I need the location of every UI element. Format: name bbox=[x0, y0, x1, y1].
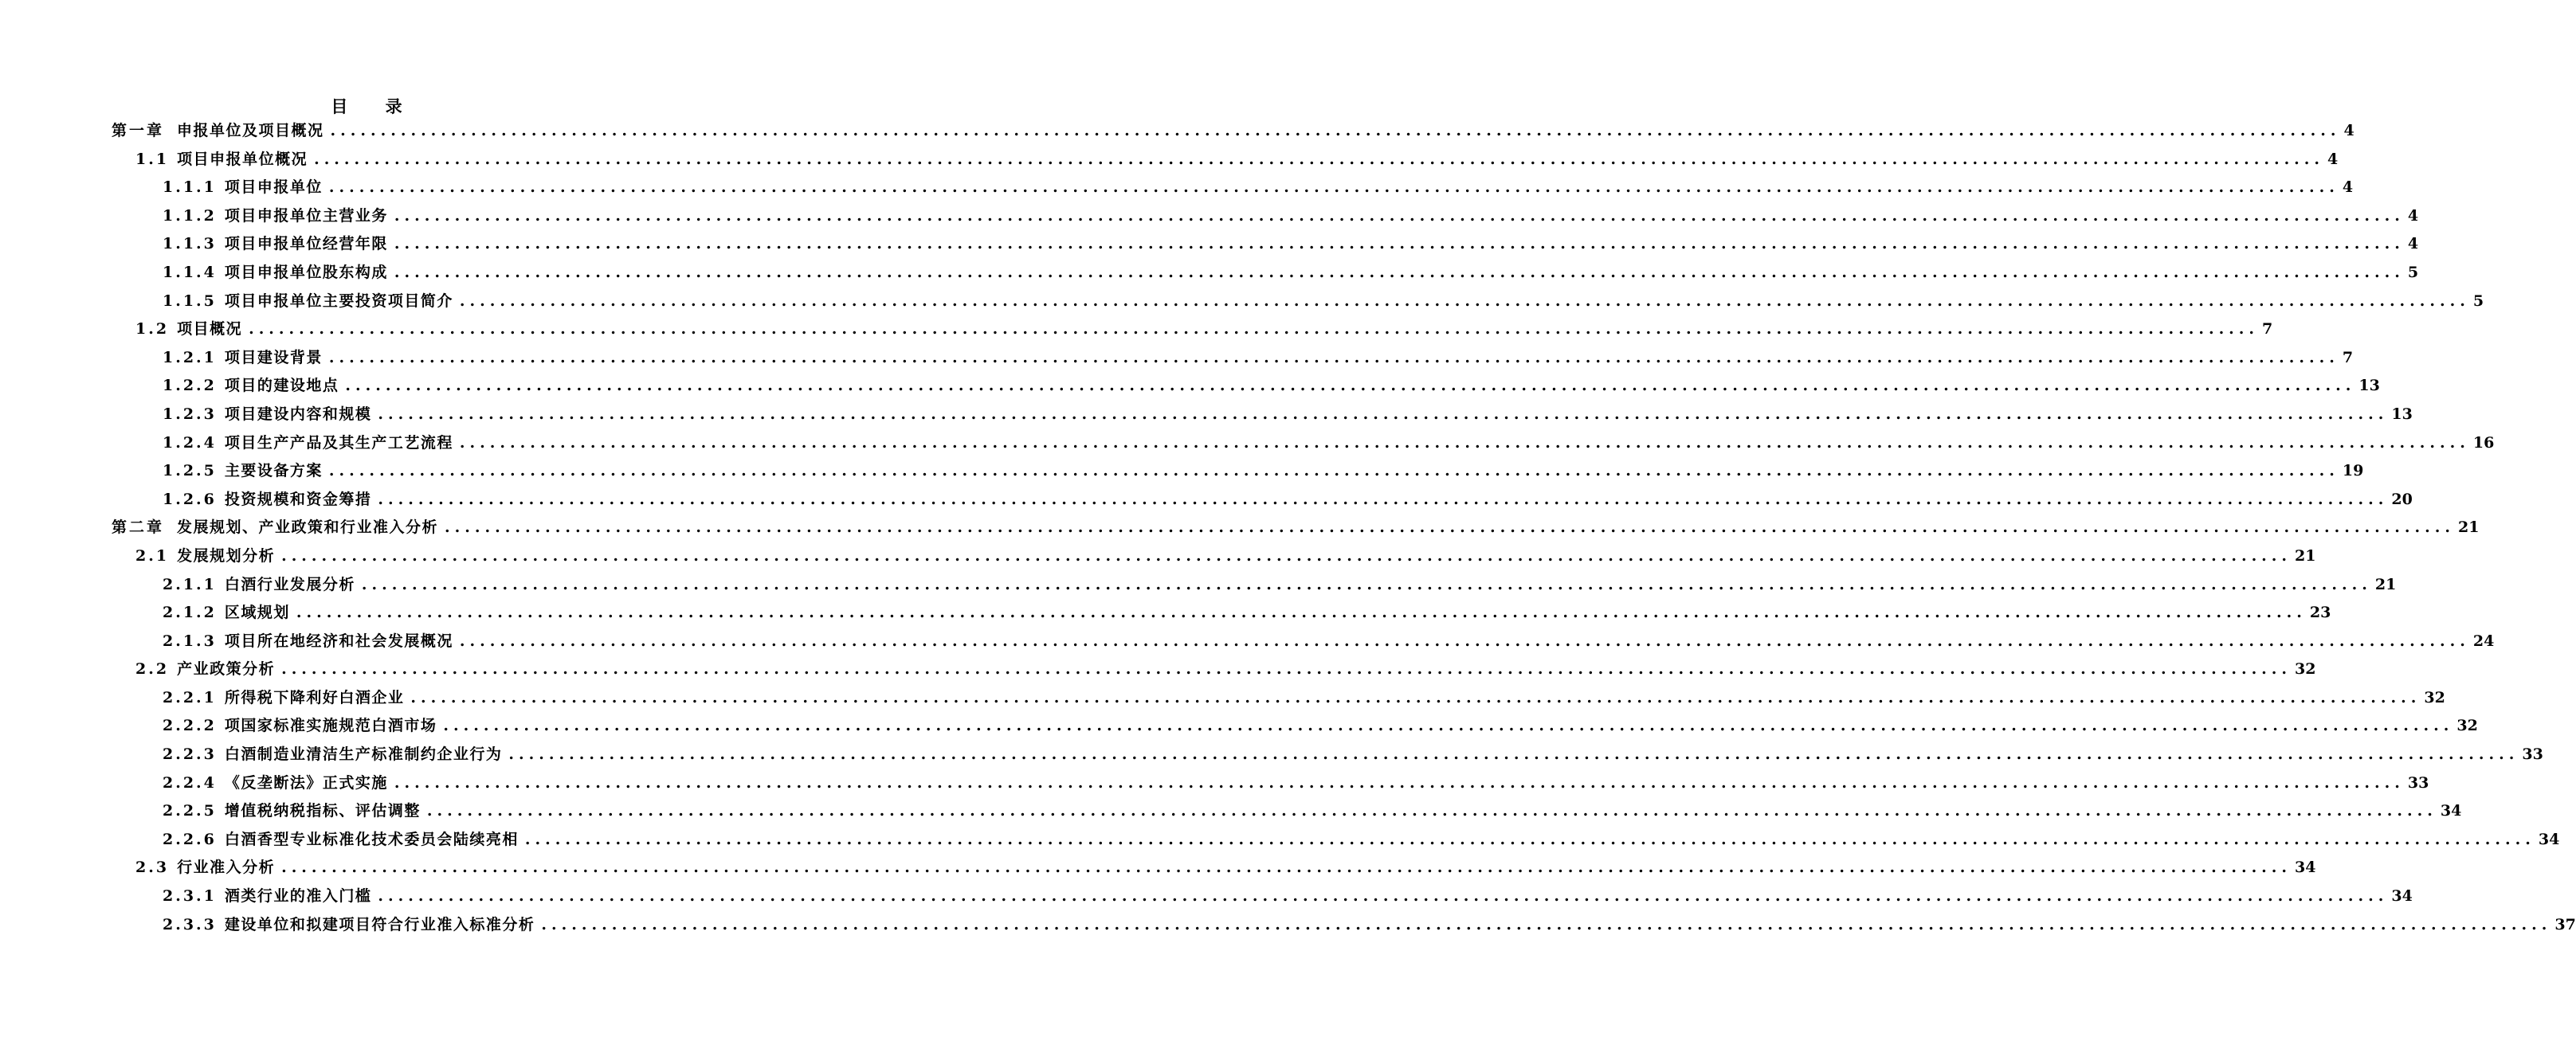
toc-list bbox=[0, 117, 2576, 939]
toc-entry-title: 项目申报单位股东构成 bbox=[224, 263, 388, 281]
toc-entry-number: 1.2.4 bbox=[163, 433, 217, 452]
toc-entry-number: 2.2.6 bbox=[163, 830, 217, 848]
toc-entry[interactable] bbox=[0, 230, 2419, 259]
toc-entry-page-number: 24 bbox=[2472, 632, 2495, 650]
toc-dot-leader: ........................................................................................................................................................................................................ bbox=[330, 122, 2341, 139]
toc-entry[interactable] bbox=[0, 259, 2419, 288]
toc-entry-title: 项目申报单位经营年限 bbox=[224, 235, 388, 253]
toc-dot-leader: ........................................................................................................................................................................................................ bbox=[459, 632, 2470, 650]
toc-entry[interactable] bbox=[0, 372, 2380, 401]
toc-entry-page-number: 21 bbox=[2295, 546, 2316, 565]
toc-entry-title: 申报单位及项目概况 bbox=[177, 122, 324, 139]
toc-entry-page-number: 34 bbox=[2440, 802, 2462, 820]
toc-entry[interactable] bbox=[0, 429, 2495, 458]
toc-entry[interactable] bbox=[0, 911, 2576, 940]
toc-dot-leader: ........................................................................................................................................................................................................ bbox=[394, 206, 2405, 225]
toc-entry-page-number: 32 bbox=[2295, 660, 2316, 679]
toc-entry-number: 1.2.6 bbox=[163, 490, 217, 508]
toc-entry-title: 产业政策分析 bbox=[177, 660, 276, 679]
toc-entry[interactable] bbox=[0, 655, 2316, 684]
toc-dot-leader: ........................................................................................................................................................................................................ bbox=[394, 235, 2405, 253]
toc-entry-page-number: 16 bbox=[2472, 433, 2495, 452]
toc-entry-title: 投资规模和资金筹措 bbox=[224, 490, 372, 508]
toc-entry[interactable] bbox=[0, 542, 2316, 571]
toc-entry-page-number: 33 bbox=[2407, 773, 2429, 792]
toc-dot-leader: ........................................................................................................................................................................................................ bbox=[378, 405, 2389, 423]
toc-dot-leader: ........................................................................................................................................................................................................ bbox=[410, 688, 2421, 706]
toc-entry-page-number: 33 bbox=[2522, 745, 2543, 764]
toc-dot-leader: ........................................................................................................................................................................................................ bbox=[508, 745, 2519, 764]
toc-entry-page-number: 34 bbox=[2295, 859, 2316, 877]
toc-entry-number: 1.2 bbox=[135, 320, 170, 338]
toc-dot-leader: ........................................................................................................................................................................................................ bbox=[328, 178, 2339, 197]
toc-entry[interactable] bbox=[0, 628, 2495, 656]
toc-entry[interactable] bbox=[0, 288, 2484, 316]
toc-entry-title: 行业准入分析 bbox=[177, 859, 276, 877]
toc-entry-number: 1.2.3 bbox=[163, 405, 217, 423]
toc-entry[interactable] bbox=[0, 854, 2316, 882]
toc-entry[interactable] bbox=[0, 202, 2419, 231]
toc-entry[interactable] bbox=[0, 599, 2331, 628]
toc-entry-number: 2.3.3 bbox=[163, 915, 217, 933]
toc-entry-title: 项目所在地经济和社会发展概况 bbox=[224, 632, 453, 650]
toc-entry-number: 2.2 bbox=[135, 660, 170, 679]
toc-entry-page-number: 34 bbox=[2538, 830, 2560, 848]
toc-dot-leader: ........................................................................................................................................................................................................ bbox=[443, 717, 2454, 735]
toc-entry-page-number: 23 bbox=[2309, 604, 2331, 622]
toc-entry[interactable] bbox=[0, 344, 2354, 373]
toc-entry[interactable] bbox=[0, 571, 2397, 600]
toc-entry-title: 增值税纳税指标、评估调整 bbox=[224, 802, 421, 820]
toc-entry-number: 2.2.2 bbox=[163, 717, 217, 735]
toc-dot-leader: ........................................................................................................................................................................................................ bbox=[345, 377, 2356, 395]
toc-entry-number: 2.1.1 bbox=[163, 575, 217, 593]
toc-entry[interactable] bbox=[0, 315, 2273, 344]
toc-entry-title: 白酒香型专业标准化技术委员会陆续亮相 bbox=[224, 830, 519, 848]
toc-entry[interactable] bbox=[0, 741, 2543, 769]
toc-entry-title: 项目申报单位主要投资项目简介 bbox=[224, 292, 453, 310]
toc-dot-leader: ........................................................................................................................................................................................................ bbox=[459, 433, 2470, 452]
toc-entry-title: 酒类行业的准入门槛 bbox=[224, 887, 372, 906]
toc-dot-leader: ........................................................................................................................................................................................................ bbox=[394, 263, 2405, 281]
toc-entry-page-number: 7 bbox=[2342, 348, 2354, 366]
toc-entry-page-number: 7 bbox=[2262, 320, 2273, 338]
toc-entry[interactable] bbox=[0, 117, 2354, 146]
toc-dot-leader: ........................................................................................................................................................................................................ bbox=[314, 150, 2325, 168]
toc-entry-title: 发展规划分析 bbox=[177, 546, 276, 565]
toc-entry-page-number: 13 bbox=[2358, 377, 2380, 395]
toc-dot-leader: ........................................................................................................................................................................................................ bbox=[328, 348, 2339, 366]
toc-entry-title: 发展规划、产业政策和行业准入分析 bbox=[177, 518, 439, 537]
toc-entry[interactable] bbox=[0, 146, 2339, 174]
toc-entry-number: 1.1.4 bbox=[163, 263, 217, 281]
toc-entry-title: 项目申报单位 bbox=[224, 178, 323, 197]
toc-entry-number: 1.1.2 bbox=[163, 206, 217, 225]
toc-entry[interactable] bbox=[0, 457, 2364, 486]
toc-entry[interactable] bbox=[0, 684, 2445, 713]
toc-entry[interactable] bbox=[0, 486, 2413, 515]
toc-entry[interactable] bbox=[0, 174, 2354, 202]
toc-entry-page-number: 13 bbox=[2391, 405, 2413, 423]
toc-entry-page-number: 4 bbox=[2407, 235, 2419, 253]
toc-entry-title: 项目生产产品及其生产工艺流程 bbox=[224, 433, 453, 452]
toc-dot-leader: ........................................................................................................................................................................................................ bbox=[296, 604, 2307, 622]
toc-entry-page-number: 21 bbox=[2374, 575, 2397, 593]
toc-entry-title: 项目的建设地点 bbox=[224, 377, 339, 395]
toc-dot-leader: ........................................................................................................................................................................................................ bbox=[426, 802, 2437, 820]
toc-entry-title: 《反垄断法》正式实施 bbox=[224, 773, 388, 792]
toc-entry-title: 项目概况 bbox=[177, 320, 243, 338]
toc-entry[interactable] bbox=[0, 712, 2478, 741]
toc-entry-number: 1.1 bbox=[135, 150, 170, 168]
toc-entry-number: 第一章 bbox=[112, 122, 165, 139]
toc-dot-leader: ........................................................................................................................................................................................................ bbox=[328, 462, 2339, 480]
toc-entry[interactable] bbox=[0, 401, 2413, 429]
toc-dot-leader: ........................................................................................................................................................................................................ bbox=[378, 490, 2389, 508]
toc-entry[interactable] bbox=[0, 826, 2560, 855]
toc-entry-number: 2.2.3 bbox=[163, 745, 217, 764]
toc-entry-number: 2.1.3 bbox=[163, 632, 217, 650]
toc-entry-page-number: 32 bbox=[2456, 717, 2478, 735]
toc-entry-page-number: 4 bbox=[2343, 122, 2354, 139]
toc-entry-title: 建设单位和拟建项目符合行业准入标准分析 bbox=[224, 915, 535, 933]
toc-entry-number: 1.1.3 bbox=[163, 235, 217, 253]
toc-entry-number: 2.2.4 bbox=[163, 773, 217, 792]
toc-dot-leader: ........................................................................................................................................................................................................ bbox=[378, 887, 2389, 906]
toc-dot-leader: ........................................................................................................................................................................................................ bbox=[459, 292, 2470, 310]
toc-dot-leader: ........................................................................................................................................................................................................ bbox=[524, 830, 2535, 848]
toc-entry-number: 1.1.5 bbox=[163, 292, 217, 310]
toc-entry[interactable] bbox=[0, 797, 2462, 826]
toc-entry-title: 区域规划 bbox=[224, 604, 290, 622]
toc-entry-page-number: 32 bbox=[2424, 688, 2445, 706]
toc-dot-leader: ........................................................................................................................................................................................................ bbox=[249, 320, 2260, 338]
toc-dot-leader: ........................................................................................................................................................................................................ bbox=[361, 575, 2372, 593]
toc-entry-page-number: 5 bbox=[2472, 292, 2484, 310]
toc-entry-number: 1.2.1 bbox=[163, 348, 217, 366]
toc-entry-number: 2.3.1 bbox=[163, 887, 217, 906]
toc-entry-title: 所得税下降利好白酒企业 bbox=[224, 688, 405, 706]
toc-entry-title: 项目建设背景 bbox=[224, 348, 323, 366]
toc-entry-title: 项目建设内容和规模 bbox=[224, 405, 372, 423]
toc-title: 目 录 bbox=[331, 96, 418, 116]
toc-entry[interactable] bbox=[0, 882, 2413, 911]
toc-entry-page-number: 19 bbox=[2342, 462, 2364, 480]
toc-dot-leader: ........................................................................................................................................................................................................ bbox=[541, 915, 2552, 933]
toc-entry-number: 1.2.2 bbox=[163, 377, 217, 395]
toc-entry-number: 第二章 bbox=[112, 518, 165, 537]
toc-dot-leader: ........................................................................................................................................................................................................ bbox=[281, 660, 2292, 679]
toc-entry-page-number: 20 bbox=[2391, 490, 2413, 508]
toc-entry-title: 白酒行业发展分析 bbox=[224, 575, 355, 593]
toc-entry-title: 白酒制造业清洁生产标准制约企业行为 bbox=[224, 745, 503, 764]
toc-entry-number: 2.1 bbox=[135, 546, 170, 565]
toc-entry-page-number: 37 bbox=[2554, 915, 2576, 933]
toc-entry-number: 2.1.2 bbox=[163, 604, 217, 622]
toc-dot-leader: ........................................................................................................................................................................................................ bbox=[445, 518, 2455, 537]
toc-entry[interactable] bbox=[0, 514, 2480, 542]
toc-entry-title: 主要设备方案 bbox=[224, 462, 323, 480]
toc-entry-page-number: 4 bbox=[2407, 206, 2419, 225]
toc-entry-page-number: 34 bbox=[2391, 887, 2413, 906]
toc-entry-number: 2.2.1 bbox=[163, 688, 217, 706]
toc-entry-number: 2.2.5 bbox=[163, 802, 217, 820]
toc-entry-number: 1.2.5 bbox=[163, 462, 217, 480]
toc-entry-page-number: 5 bbox=[2407, 263, 2419, 281]
toc-dot-leader: ........................................................................................................................................................................................................ bbox=[281, 546, 2292, 565]
toc-entry[interactable] bbox=[0, 769, 2429, 798]
toc-dot-leader: ........................................................................................................................................................................................................ bbox=[281, 859, 2292, 877]
toc-entry-page-number: 4 bbox=[2342, 178, 2354, 197]
toc-entry-page-number: 4 bbox=[2327, 150, 2339, 168]
toc-entry-number: 1.1.1 bbox=[163, 178, 217, 197]
toc-entry-number: 2.3 bbox=[135, 859, 170, 877]
toc-entry-title: 项目申报单位概况 bbox=[177, 150, 308, 168]
toc-entry-title: 项目申报单位主营业务 bbox=[224, 206, 388, 225]
toc-entry-page-number: 21 bbox=[2457, 518, 2480, 537]
toc-entry-title: 项国家标准实施规范白酒市场 bbox=[224, 717, 437, 735]
toc-dot-leader: ........................................................................................................................................................................................................ bbox=[394, 773, 2405, 792]
